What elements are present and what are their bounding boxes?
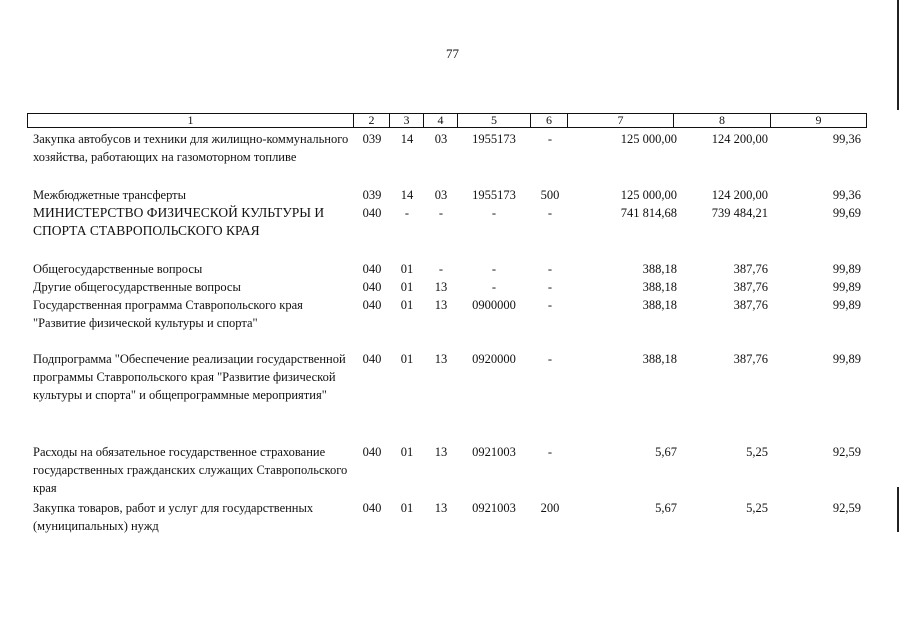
row-name: Подпрограмма "Обеспечение реализации государственной программы Ставропольского края "Развитие физической культуры и спорта" и общепрограммные мероприятия" (33, 352, 346, 402)
row-col-5: 0900000 (472, 298, 516, 312)
row-col-3: 14 (400, 188, 414, 202)
row-col-8: 387,76 (733, 262, 768, 276)
scan-edge-line (897, 487, 899, 532)
row-col-8: 5,25 (746, 445, 768, 459)
row-col-8: 387,76 (733, 352, 768, 366)
row-col-6: - (547, 298, 553, 312)
header-col-2: 2 (354, 114, 390, 128)
row-col-3: 01 (400, 298, 414, 312)
row-col-2: 040 (362, 206, 382, 220)
row-col-8: 124 200,00 (711, 188, 768, 202)
row-col-8: 387,76 (733, 298, 768, 312)
row-col-4: 13 (434, 280, 448, 294)
row-col-3: 01 (400, 352, 414, 366)
header-col-8: 8 (674, 114, 771, 128)
row-col-6: - (547, 206, 553, 220)
row-col-5: - (491, 262, 497, 276)
row-col-3: 01 (400, 445, 414, 459)
row-col-6: - (547, 262, 553, 276)
header-col-6: 6 (531, 114, 568, 128)
row-col-6: - (547, 352, 553, 366)
row-name: Расходы на обязательное государственное страхование государственных гражданских служащих Ставропольского края (33, 445, 348, 495)
row-col-7: 741 814,68 (620, 206, 677, 220)
row-col-3: - (404, 206, 410, 220)
row-name: Закупка автобусов и техники для жилищно-коммунального хозяйства, работающих на газомоторном топливе (33, 132, 349, 164)
row-col-9: 99,89 (832, 298, 861, 312)
row-col-5: 0921003 (472, 445, 516, 459)
row-col-7: 125 000,00 (620, 132, 677, 146)
row-col-5: 0921003 (472, 501, 516, 515)
row-col-7: 388,18 (642, 298, 677, 312)
row-col-2: 040 (362, 280, 382, 294)
row-name: Другие общегосударственные вопросы (33, 280, 241, 294)
header-row (28, 114, 867, 128)
row-col-3: 01 (400, 262, 414, 276)
row-col-4: 13 (434, 298, 448, 312)
row-col-9: 99,89 (832, 280, 861, 294)
row-col-3: 01 (400, 280, 414, 294)
row-col-5: 1955173 (472, 132, 516, 146)
row-col-7: 125 000,00 (620, 188, 677, 202)
row-col-2: 039 (362, 188, 382, 202)
row-col-9: 99,89 (832, 352, 861, 366)
row-col-7: 5,67 (655, 501, 677, 515)
row-col-6: - (547, 445, 553, 459)
row-col-4: 03 (434, 188, 448, 202)
row-col-5: 0920000 (472, 352, 516, 366)
row-col-5: 1955173 (472, 188, 516, 202)
row-col-3: 14 (400, 132, 414, 146)
row-col-5: - (491, 280, 497, 294)
row-name: Общегосударственные вопросы (33, 262, 203, 276)
row-col-7: 388,18 (642, 352, 677, 366)
row-col-2: 040 (362, 501, 382, 515)
row-col-6: - (547, 132, 553, 146)
row-col-9: 99,36 (832, 132, 861, 146)
row-col-8: 5,25 (746, 501, 768, 515)
row-name: Государственная программа Ставропольского края "Развитие физической культуры и спорта" (33, 298, 303, 330)
row-name: Межбюджетные трансферты (33, 188, 187, 202)
row-col-2: 040 (362, 262, 382, 276)
row-col-4: - (438, 206, 444, 220)
header-col-7: 7 (568, 114, 674, 128)
row-col-8: 124 200,00 (711, 132, 768, 146)
header-col-1: 1 (28, 114, 354, 128)
row-col-6: - (547, 280, 553, 294)
row-col-7: 388,18 (642, 280, 677, 294)
row-name: Закупка товаров, работ и услуг для государственных (муниципальных) нужд (33, 501, 314, 533)
row-col-4: 13 (434, 445, 448, 459)
row-col-8: 739 484,21 (711, 206, 768, 220)
page-number: 77 (446, 46, 459, 61)
header-col-9: 9 (771, 114, 867, 128)
row-col-4: 03 (434, 132, 448, 146)
row-col-6: 200 (540, 501, 560, 515)
row-col-9: 99,89 (832, 262, 861, 276)
row-col-8: 387,76 (733, 280, 768, 294)
row-col-9: 92,59 (832, 501, 861, 515)
row-col-5: - (491, 206, 497, 220)
row-col-7: 5,67 (655, 445, 677, 459)
table-header (27, 113, 867, 128)
header-col-4: 4 (424, 114, 458, 128)
header-col-3: 3 (390, 114, 424, 128)
row-col-4: 13 (434, 352, 448, 366)
row-col-2: 039 (362, 132, 382, 146)
row-col-4: - (438, 262, 444, 276)
scan-edge-line (897, 0, 899, 110)
row-col-7: 388,18 (642, 262, 677, 276)
row-col-2: 040 (362, 445, 382, 459)
row-col-2: 040 (362, 298, 382, 312)
row-name: МИНИСТЕРСТВО ФИЗИЧЕСКОЙ КУЛЬТУРЫ И СПОРТА СТАВРОПОЛЬСКОГО КРАЯ (33, 205, 325, 238)
row-col-4: 13 (434, 501, 448, 515)
header-col-5: 5 (458, 114, 531, 128)
row-col-2: 040 (362, 352, 382, 366)
row-col-3: 01 (400, 501, 414, 515)
row-col-6: 500 (540, 188, 560, 202)
row-col-9: 92,59 (832, 445, 861, 459)
row-col-9: 99,36 (832, 188, 861, 202)
row-col-9: 99,69 (832, 206, 861, 220)
